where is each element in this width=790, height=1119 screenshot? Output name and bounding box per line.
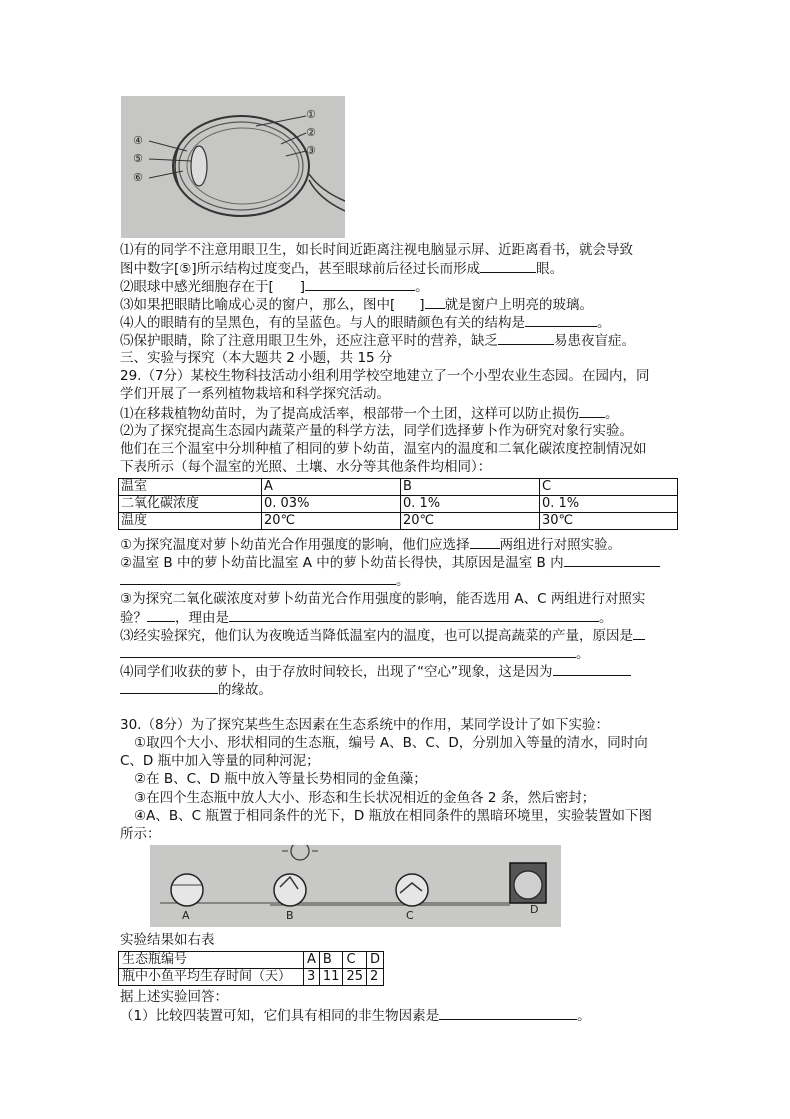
q28-part5-text: ⑸保护眼睛，除了注意用眼卫生外，还应注意平时的营养，缺乏 bbox=[120, 333, 498, 349]
q30-answer1-text: （1）比较四装置可知，它们具有相同的非生物因素是 bbox=[120, 1008, 440, 1024]
table-cell: 11 bbox=[319, 969, 343, 986]
answer-blank bbox=[579, 404, 605, 418]
answer-blank bbox=[470, 535, 500, 549]
table-cell: C bbox=[343, 952, 367, 969]
table-cell: 0. 1% bbox=[401, 496, 540, 513]
eye-label-2: ② bbox=[306, 126, 316, 139]
answer-blank bbox=[553, 662, 631, 676]
q29-sub3-mid: ，理由是 bbox=[175, 610, 229, 626]
q28-part2-end: 。 bbox=[415, 279, 429, 295]
q29-sub3-end: 。 bbox=[599, 610, 613, 626]
answer-blank bbox=[120, 680, 218, 694]
answer-blank bbox=[498, 331, 554, 345]
table-cell: 0. 1% bbox=[540, 496, 678, 513]
q30-step3: ③在四个生态瓶中放人大小、形态和生长状况相近的金鱼各 2 条，然后密封； bbox=[134, 790, 596, 806]
q28-part4-text: ⑷人的眼睛有的呈黑色，有的呈蓝色。与人的眼睛颜色有关的结构是 bbox=[120, 315, 525, 331]
q29-intro-line1: 29.（7分）某校生物科技活动小组利用学校空地建立了一个小型农业生态园。在园内，同 bbox=[120, 368, 650, 384]
q28-part5 bbox=[120, 331, 635, 350]
q30-step1-line2: C、D 瓶中加入等量的同种河泥； bbox=[120, 753, 320, 769]
experiment-setup-image bbox=[150, 845, 561, 927]
q29-part3-end: 。 bbox=[576, 646, 590, 662]
answer-blank bbox=[525, 313, 597, 327]
answer-blank bbox=[147, 608, 175, 622]
q28-part5-end: 易患夜盲症。 bbox=[554, 333, 635, 349]
q28-part2 bbox=[120, 277, 429, 296]
q28-part1-line2 bbox=[120, 259, 563, 278]
table-cell: 25 bbox=[343, 969, 367, 986]
jar-label-d: D bbox=[530, 903, 539, 916]
table-row bbox=[119, 496, 678, 513]
table-cell: D bbox=[367, 952, 384, 969]
jar-label-c: C bbox=[406, 909, 414, 922]
jar-label-b: B bbox=[286, 909, 294, 922]
q29-part2-line3: 下表所示（每个温室的光照、土壤、水分等其他条件均相同）： bbox=[120, 459, 492, 475]
q28-part1-end: 眼。 bbox=[536, 261, 564, 277]
q28-part1-text: 图中数字[⑤]所示结构过度变凸，甚至眼球前后径过长而形成 bbox=[120, 261, 481, 277]
q28-part3-bracket: ] bbox=[419, 297, 425, 313]
table-cell: 温度 bbox=[119, 513, 262, 530]
eye-diagram-image bbox=[121, 96, 345, 238]
q30-step4-line1: ④A、B、C 瓶置于相同条件的光下，D 瓶放在相同条件的黑暗环境里，实验装置如下图 bbox=[134, 808, 653, 824]
eye-label-4: ④ bbox=[133, 134, 143, 147]
q29-part4-cont bbox=[120, 680, 272, 699]
section-heading: 三、实验与探究（本大题共 2 小题，共 15 分 bbox=[120, 350, 393, 366]
answer-blank bbox=[439, 1006, 577, 1020]
result-caption: 实验结果如右表 bbox=[120, 932, 215, 948]
greenhouse-table bbox=[118, 478, 678, 530]
eye-label-6: ⑥ bbox=[133, 171, 143, 184]
q29-part1-end: 。 bbox=[605, 406, 619, 422]
q30-step4-line2: 所示： bbox=[120, 826, 161, 842]
q28-part3-end: 就是窗户上明亮的玻璃。 bbox=[444, 297, 594, 313]
q29-sub2 bbox=[120, 553, 660, 572]
q28-part3-text: ⑶如果把眼睛比喻成心灵的窗户，那么，图中[ bbox=[120, 297, 396, 313]
table-cell: B bbox=[401, 479, 540, 496]
q29-sub3-text: 验？ bbox=[120, 610, 147, 626]
eye-label-3: ③ bbox=[306, 144, 316, 157]
q29-part3 bbox=[120, 626, 645, 645]
table-cell: B bbox=[319, 952, 343, 969]
q29-sub3-line1: ③为探究二氧化碳浓度对萝卜幼苗光合作用强度的影响，能否选用 A、C 两组进行对照实 bbox=[120, 591, 646, 607]
q30-answer1-end: 。 bbox=[577, 1008, 591, 1024]
q30-step2: ②在 B、C、D 瓶中放入等量长势相同的金鱼藻； bbox=[134, 771, 427, 787]
q28-part4-end: 。 bbox=[597, 315, 611, 331]
answer-blank bbox=[425, 295, 445, 309]
table-cell: 生态瓶编号 bbox=[119, 952, 304, 969]
q29-sub1 bbox=[120, 535, 621, 554]
q29-intro-line2: 学们开展了一系列植物栽培和科学探究活动。 bbox=[120, 386, 390, 402]
eye-label-5: ⑤ bbox=[133, 152, 143, 165]
table-cell: 30℃ bbox=[540, 513, 678, 530]
table-row bbox=[119, 513, 678, 530]
table-cell: 0. 03% bbox=[262, 496, 401, 513]
q29-part4-text: ⑷同学们收获的萝卜，由于存放时间较长，出现了“空心”现象，这是因为 bbox=[120, 664, 553, 680]
q30-answer1 bbox=[120, 1006, 591, 1025]
table-cell: 温室 bbox=[119, 479, 262, 496]
q29-sub1-end: 两组进行对照实验。 bbox=[499, 537, 622, 553]
answer-blank bbox=[480, 259, 536, 273]
table-row bbox=[119, 969, 384, 986]
table-cell: 2 bbox=[367, 969, 384, 986]
q29-part1-text: ⑴在移栽植物幼苗时，为了提高成活率，根部带一个土团，这样可以防止损伤 bbox=[120, 406, 579, 422]
answer-blank bbox=[633, 626, 645, 640]
table-cell: 20℃ bbox=[262, 513, 401, 530]
q29-part3-text: ⑶经实验探究，他们认为夜晚适当降低温室内的温度，也可以提高蔬菜的产量，原因是 bbox=[120, 628, 633, 644]
table-cell: 20℃ bbox=[401, 513, 540, 530]
table-cell: C bbox=[540, 479, 678, 496]
answer-blank bbox=[120, 571, 396, 585]
q28-part2-bracket: ] bbox=[299, 279, 306, 295]
q29-sub1-text: ①为探究温度对萝卜幼苗光合作用强度的影响，他们应选择 bbox=[120, 537, 470, 553]
q29-part4-end: 的缘故。 bbox=[218, 682, 272, 698]
q30-intro: 30.（8分）为了探究某些生态因素在生态系统中的作用，某同学设计了如下实验： bbox=[120, 717, 610, 733]
q28-part3 bbox=[120, 295, 593, 314]
experiment-drawing bbox=[150, 845, 561, 927]
q29-part2-line2: 他们在三个温室中分圳种植了相同的萝卜幼苗，温室内的温度和二氧化碳浓度控制情况如 bbox=[120, 441, 647, 457]
table-cell: 3 bbox=[304, 969, 320, 986]
table-cell: A bbox=[262, 479, 401, 496]
q29-part2-line1: ⑵为了探究提高生态园内蔬菜产量的科学方法，同学们选择萝卜作为研究对象行实验。 bbox=[120, 423, 633, 439]
q28-part4 bbox=[120, 313, 611, 332]
q28-part2-text: ⑵眼球中感光细胞存在于[ bbox=[120, 279, 274, 295]
q29-part1 bbox=[120, 404, 619, 423]
answer-blank bbox=[229, 608, 599, 622]
table-row bbox=[119, 952, 384, 969]
q29-part3-cont bbox=[120, 644, 590, 663]
survival-table bbox=[118, 951, 384, 986]
table-cell: A bbox=[304, 952, 320, 969]
answer-blank bbox=[120, 644, 576, 658]
q29-sub2-end: 。 bbox=[396, 573, 410, 589]
q30-step1-line1: ①取四个大小、形状相同的生态瓶，编号 A、B、C、D，分别加入等量的清水，同时向 bbox=[134, 735, 648, 751]
q29-sub2-text: ②温室 B 中的萝卜幼苗比温室 A 中的萝卜幼苗长得快，其原因是温室 B 内 bbox=[120, 555, 564, 571]
answer-blank bbox=[305, 277, 415, 291]
jar-label-a: A bbox=[182, 909, 190, 922]
q29-sub2-cont bbox=[120, 571, 410, 590]
table-cell: 瓶中小鱼平均生存时间（天） bbox=[119, 969, 304, 986]
answer-blank bbox=[564, 553, 660, 567]
table-cell: 二氧化碳浓度 bbox=[119, 496, 262, 513]
table-row bbox=[119, 479, 678, 496]
q28-part1-line1: ⑴有的同学不注意用眼卫生，如长时间近距离注视电脑显示屏、近距离看书，就会导致 bbox=[120, 242, 633, 258]
q29-sub3-line2 bbox=[120, 608, 613, 627]
q29-part4 bbox=[120, 662, 631, 681]
eye-label-1: ① bbox=[306, 108, 316, 121]
answer-intro: 据上述实验回答： bbox=[120, 989, 228, 1005]
